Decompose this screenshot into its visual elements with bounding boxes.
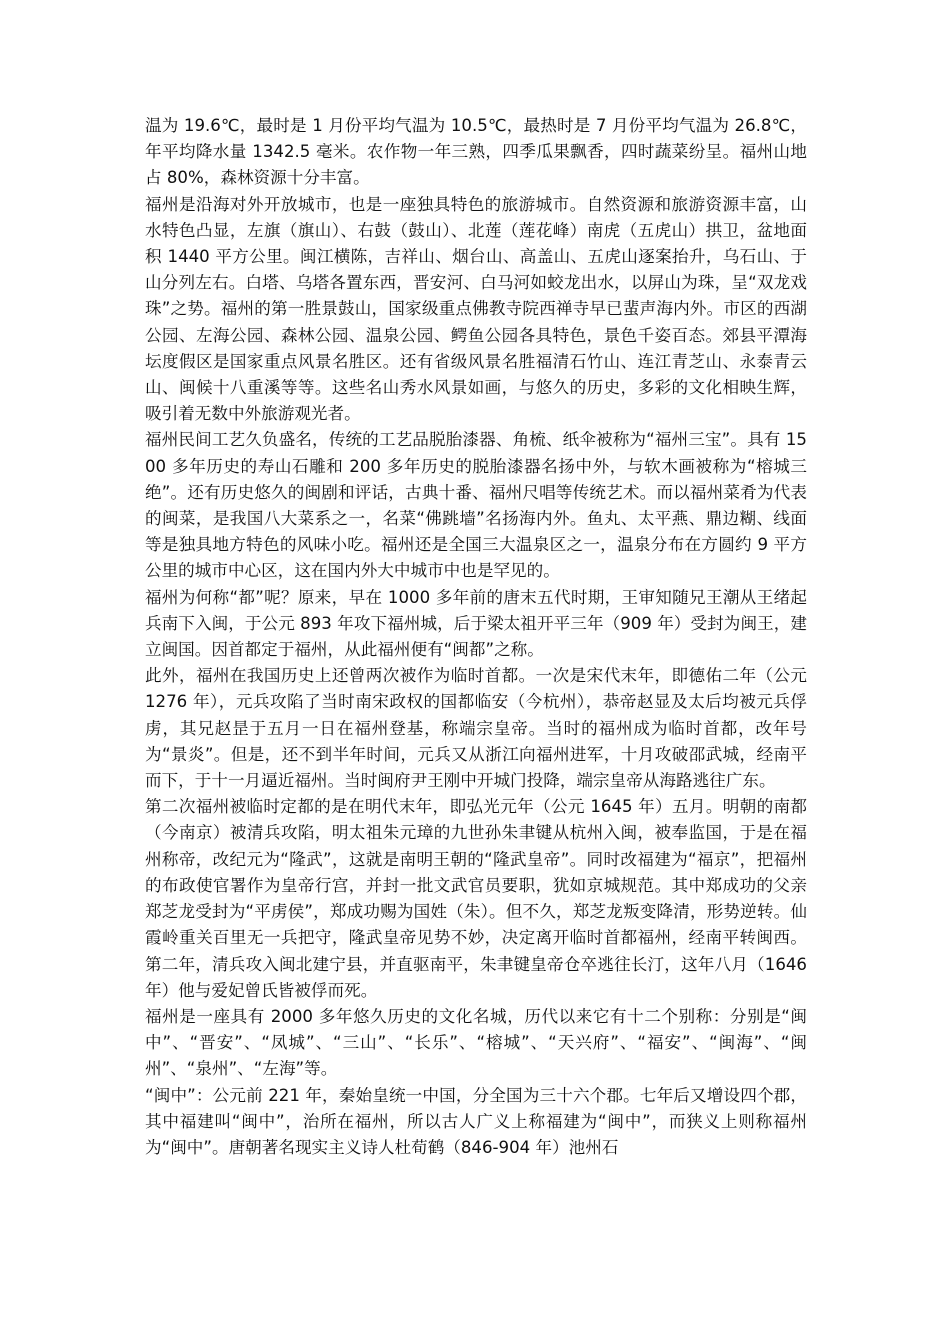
- paragraph-climate: 温为 19.6℃，最时是 1 月份平均气温为 10.5℃，最热时是 7 月份平均气温为 26.8℃，年平均降水量 1342.5 毫米。农作物一年三熟，四季瓜果飘香，四时蔬菜纷呈。福州山地占 80%，森林资源十分丰富。: [145, 116, 807, 188]
- paragraph-folk-crafts: 福州民间工艺久负盛名，传统的工艺品脱胎漆器、角梳、纸伞被称为“福州三宝”。具有 1500 多年历史的寿山石雕和 200 多年历史的脱胎漆器名扬中外，与软木画被称为“榕城三绝”。还有历史悠久的闽剧和评话，古典十番、福州尺唱等传统艺术。而以福州菜肴为代表的闽菜，是我国八大菜系之一，名菜“佛跳墙”名扬海内外。鱼丸、太平燕、鼎边糊、线面等是独具地方特色的风味小吃。福州还是全国三大温泉区之一，温泉分布在方圆约 9 平方公里的城市中心区，这在国内外大中城市中也是罕见的。: [145, 430, 807, 581]
- paragraph-song-capital: 此外，福州在我国历史上还曾两次被作为临时首都。一次是宋代末年，即德佑二年（公元 1276 年），元兵攻陷了当时南宋政权的国都临安（今杭州），恭帝赵显及太后均被元兵俘虏，其兄赵昰于五月一日在福州登基，称端宗皇帝。当时的福州成为临时首都，改年号为“景炎”。但是，还不到半年时间，元兵又从浙江向福州进军，十月攻破邵武城，经南平而下，于十一月逼近福州。当时闽府尹王刚中开城门投降，端宗皇帝从海路逃往广东。: [145, 666, 807, 791]
- paragraph-twelve-names: 福州是一座具有 2000 多年悠久历史的文化名城，历代以来它有十二个别称：分别是“闽中”、“晋安”、“凤城”、“三山”、“长乐”、“榕城”、“天兴府”、“福安”、“闽海”、“闽州”、“泉州”、“左海”等。: [145, 1006, 807, 1079]
- paragraph-minzhong: “闽中”：公元前 221 年，秦始皇统一中国，分全国为三十六个郡。七年后又增设四个郡，其中福建叫“闽中”，治所在福州，所以古人广义上称福建为“闽中”，而狭义上则称福州为“闽中”。唐朝著名现实主义诗人杜荀鹤（846-904 年）池州石: [145, 1085, 807, 1157]
- paragraph-why-capital: 福州为何称“都”呢？原来，早在 1000 多年前的唐末五代时期，王审知随兄王潮从王绪起兵南下入闽，于公元 893 年攻下福州城，后于梁太祖开平三年（909 年）受封为闽王，建立闽国。因首都定于福州，从此福州便有“闽都”之称。: [145, 587, 807, 660]
- paragraph-tourism: 福州是沿海对外开放城市，也是一座独具特色的旅游城市。自然资源和旅游资源丰富，山水特色凸显，左旗（旗山）、右鼓（鼓山）、北莲（莲花峰）南虎（五虎山）拱卫，盆地面积 1440 平方公里。闽江横陈，吉祥山、烟台山、高盖山、五虎山逐案抬升，乌石山、于山分列左右。白塔、乌塔各置东西，晋安河、白马河如蛟龙出水，以屏山为珠，呈“双龙戏珠”之势。福州的第一胜景鼓山，国家级重点佛教寺院西禅寺早已蜚声海内外。市区的西湖公园、左海公园、森林公园、温泉公园、鳄鱼公园各具特色，景色千姿百态。郊县平潭海坛度假区是国家重点风景名胜区。还有省级风景名胜福清石竹山、连江青芝山、永泰青云山、闽候十八重溪等等。这些名山秀水风景如画，与悠久的历史，多彩的文化相映生辉，吸引着无数中外旅游观光者。: [145, 194, 807, 424]
- document-body: [145, 113, 807, 1161]
- paragraph-ming-capital: 第二次福州被临时定都的是在明代末年，即弘光元年（公元 1645 年）五月。明朝的南都（今南京）被清兵攻陷，明太祖朱元璋的九世孙朱聿键从杭州入闽，被奉监国，于是在福州称帝，改纪元为“隆武”，这就是南明王朝的“隆武皇帝”。同时改福建为“福京”，把福州的布政使官署作为皇帝行宫，并封一批文武官员要职，犹如京城规范。其中郑成功的父亲郑芝龙受封为“平虏侯”，郑成功赐为国姓（朱）。但不久，郑芝龙叛变降清，形势逆转。仙霞岭重关百里无一兵把守，隆武皇帝见势不妙，决定离开临时首都福州，经南平转闽西。第二年，清兵攻入闽北建宁县，并直驱南平，朱聿键皇帝仓卒逃往长汀，这年八月（1646 年）他与爱妃曾氏皆被俘而死。: [145, 797, 807, 1000]
